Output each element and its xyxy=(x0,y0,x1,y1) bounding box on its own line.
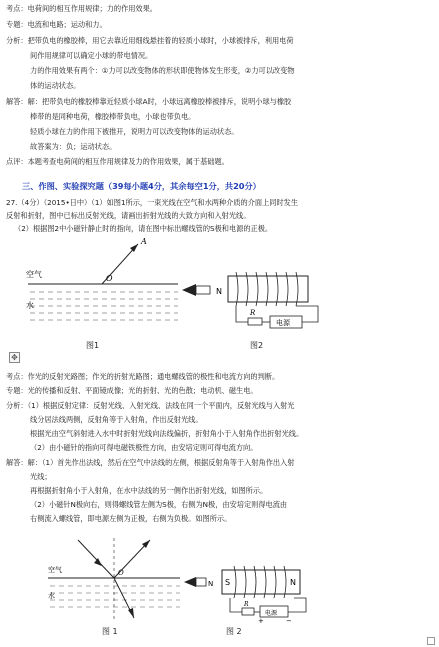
ray-label: A xyxy=(141,237,147,246)
text-line: 再根据折射角小于入射角，在水中法线的另一侧作出折射光线，如图所示。 xyxy=(30,486,268,495)
source-label: 电源 xyxy=(276,319,290,327)
figure-1-refraction xyxy=(22,232,182,332)
question-line: 27.（4分）（2015•日中）（1）如图1所示，一束光线在空气和水两种介质的介面上同时发生 xyxy=(6,198,299,207)
text-line: 间作用规律可以确定小球的带电情况。 xyxy=(30,51,153,60)
resistor-label: R xyxy=(250,309,256,317)
text-line: 轻质小球在力的作用下被推开，说明力可以改变物体的运动状态。 xyxy=(30,127,239,136)
text-line: 棒带的是同种电荷，橡胶棒带负电，小球也带负电。 xyxy=(30,112,196,121)
answer-figure-2-solenoid xyxy=(182,560,330,624)
water-label: 水 xyxy=(26,301,34,310)
point-label: O xyxy=(106,274,113,283)
text-line: 解答：解：把带负电的橡胶棒靠近轻质小球A时，小球远离橡胶棒被排斥，说明小球与橡胶 xyxy=(6,97,292,106)
answer-figure-1-refraction xyxy=(44,530,184,624)
pole-label: N xyxy=(208,580,214,588)
figure-2-caption: 图2 xyxy=(250,341,264,350)
source-label: 电源 xyxy=(265,610,278,617)
pole-label: N xyxy=(216,287,222,296)
text-line: 光线； xyxy=(30,472,52,481)
text-line: 分析：（1）根据反射定律：反射光线、入射光线、法线在同一个平面内，反射光线与入射光 xyxy=(6,401,295,410)
text-line: 体的运动状态。 xyxy=(30,81,81,90)
text-line: 解答：解：（1）首先作出法线，然后在空气中法线的左侧，根据反射角等于入射角作出入射 xyxy=(6,458,295,467)
water-label: 水 xyxy=(48,592,55,600)
answer-figure-1-caption: 图 1 xyxy=(102,627,118,636)
text-line: （2）由小磁针的指向可得电磁铁极性方向，由安培定则可得电流方向。 xyxy=(30,443,258,452)
section-title: 三、作图、实验探究题（39每小题4分，其余每空1分，共20分） xyxy=(22,181,261,191)
figure-2-solenoid xyxy=(178,250,348,334)
figure-1-caption: 图1 xyxy=(86,341,100,350)
question-line: （2）根据图2中小磁针静止时的指向，请在图中标出螺线管的S极和电源的正极。 xyxy=(14,224,273,233)
text-line: （2）小磁针N极向右，则得螺线管左侧为S极，右侧为N极，由安培定则得电流由 xyxy=(30,500,288,509)
text-line: 点评：本题考查电荷间的相互作用规律及力的作用效果，属于基础题。 xyxy=(6,157,229,166)
south-pole-label: S xyxy=(225,578,231,587)
air-label: 空气 xyxy=(26,270,42,279)
text-line: 力的作用效果有两个：①力可以改变物体的形状即使物体发生形变，②力可以改变物 xyxy=(30,66,295,75)
point-label: O xyxy=(118,569,124,577)
text-line: 专题：光的传播和反射、平面镜成像；光的折射、光的色散；电动机、磁生电。 xyxy=(6,386,258,395)
text-line: 分析：把带负电的橡胶棒，用它去靠近用细线悬挂着的轻质小球时，小球被排斥，利用电荷 xyxy=(6,36,294,45)
text-line: 线分居法线两侧，反射角等于入射角，作出反射光线。 xyxy=(30,415,203,424)
text-line: 专题：电流和电路；运动和力。 xyxy=(6,20,107,29)
air-label: 空气 xyxy=(48,566,62,574)
answer-figure-2-caption: 图 2 xyxy=(226,627,242,636)
move-anchor-icon[interactable]: ✥ xyxy=(9,352,20,363)
text-line: 考点：作光的反射光路图；作光的折射光路图；通电螺线管的极性和电流方向的判断。 xyxy=(6,372,280,381)
text-line: 右侧流入螺线管，即电源左侧为正极，右侧为负极。如图所示。 xyxy=(30,514,232,523)
resistor-label: R xyxy=(244,601,249,608)
page-corner-mark xyxy=(427,637,435,645)
north-pole-label: N xyxy=(290,578,296,587)
plus-sign: + xyxy=(258,617,264,624)
text-line: 根据光由空气斜射进入水中时折射光线向法线偏折，折射角小于入射角作出折射光线。 xyxy=(30,429,304,438)
text-line: 考点：电荷间的相互作用规律；力的作用效果。 xyxy=(6,4,157,13)
text-line: 故答案为：负；运动状态。 xyxy=(30,142,117,151)
question-line: 反射和折射，图中已标出反射光线，请画出折射光线的大致方向和入射光线。 xyxy=(6,211,251,220)
minus-sign: − xyxy=(286,617,292,624)
